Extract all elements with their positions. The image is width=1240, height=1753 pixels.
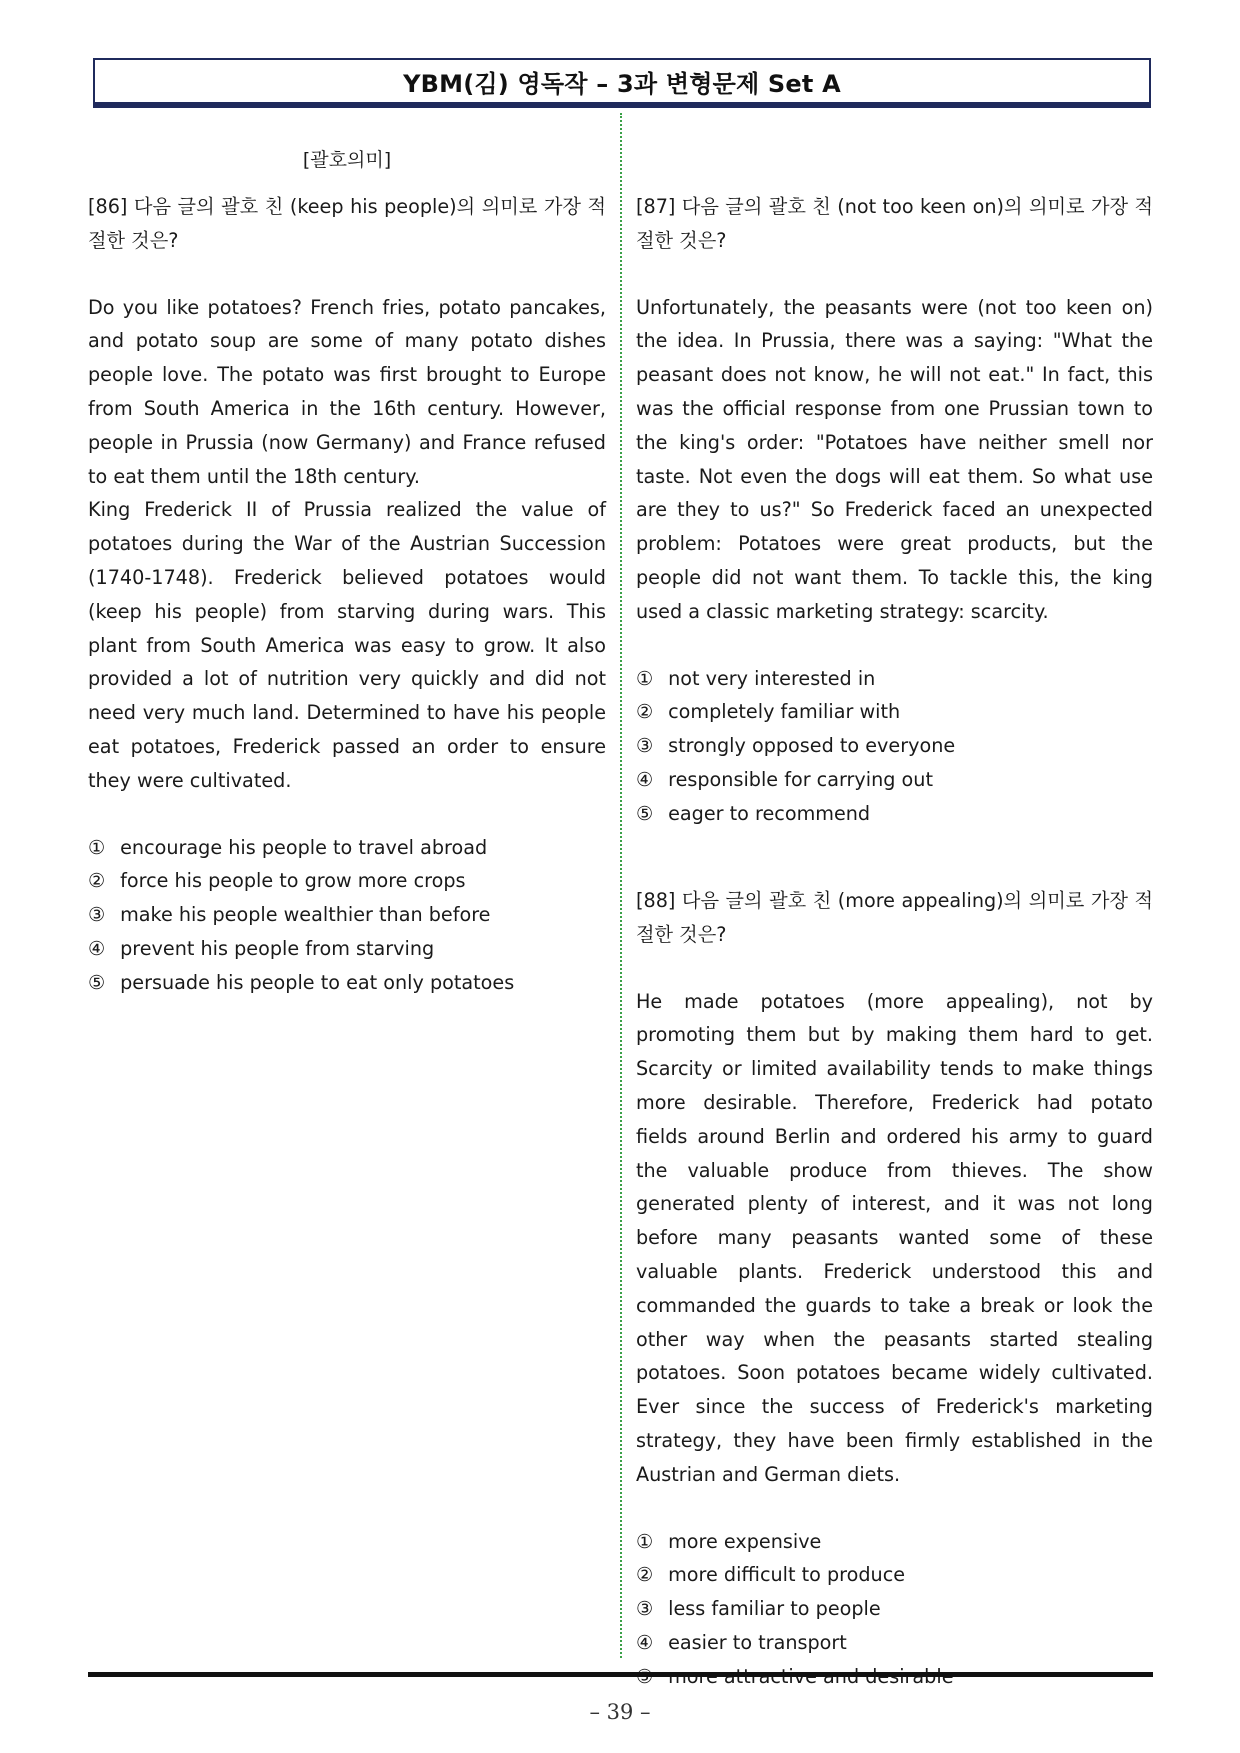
answer-option[interactable] [636,1558,1153,1592]
option-number: ② [636,1563,654,1587]
option-number: ③ [88,903,106,927]
question-title: [86] 다음 글의 괄호 친 (keep his people)의 의미로 가장 적절한 것은? [88,195,606,252]
answer-option[interactable] [636,1626,1153,1660]
answer-option[interactable] [88,831,606,865]
option-number: ② [88,869,106,893]
answer-option[interactable] [636,695,1153,729]
option-number: ⑤ [88,970,106,994]
page-number: – 39 – [589,1700,651,1724]
option-number: ③ [636,734,654,758]
answer-option[interactable] [636,763,1153,797]
passage-paragraph: Do you like potatoes? French fries, potato pancakes, and potato soup are some of many potato dishes people love. The potato was first brought to Europe from South America in the 16th century. However, people in Prussia (now Germany) and France refused to eat them until the 18th century. [88,295,606,488]
header-underline [93,104,1151,108]
question-passage [636,985,1153,1492]
section-label: [괄호의미] [302,149,392,171]
option-number: ③ [636,1597,654,1621]
option-text: less familiar to people [668,1597,881,1621]
option-text: more difficult to produce [668,1563,906,1587]
question-88 [636,884,1153,1694]
footer-rule [88,1672,1153,1677]
answer-options [88,831,606,1000]
option-text: not very interested in [668,666,876,690]
header-title-box [93,58,1151,104]
question-title: [88] 다음 글의 괄호 친 (more appealing)의 의미로 가장 적절한 것은? [636,889,1153,946]
question-86 [88,190,606,1000]
answer-option[interactable] [88,864,606,898]
answer-option[interactable] [636,729,1153,763]
option-text: encourage his people to travel abroad [120,835,488,859]
question-87 [636,190,1153,831]
option-text: completely familiar with [668,700,901,724]
answer-option[interactable] [88,966,606,1000]
option-number: ② [636,700,654,724]
option-number: ① [88,835,106,859]
answer-option[interactable] [88,932,606,966]
answer-option[interactable] [636,662,1153,696]
option-number: ④ [88,936,106,960]
option-number: ④ [636,767,654,791]
option-number: ④ [636,1630,654,1654]
question-title: [87] 다음 글의 괄호 친 (not too keen on)의 의미로 가장 적절한 것은? [636,195,1153,252]
answer-option[interactable] [636,1525,1153,1559]
option-number: ⑤ [636,801,654,825]
option-text: prevent his people from starving [120,936,435,960]
question-passage [88,291,606,798]
option-number: ① [636,666,654,690]
option-text: persuade his people to eat only potatoes [120,970,515,994]
passage-paragraph: King Frederick II of Prussia realized the value of potatoes during the War of the Austrian Succession (1740-1748). Frederick believed potatoes would (keep his people) from starving during wars. This plant from South America was easy to grow. It also provided a lot of nutrition very quickly and did not need very much land. Determined to have his people eat potatoes, Frederick passed an order to ensure they were cultivated. [88,498,606,792]
option-text: eager to recommend [668,801,871,825]
option-text: make his people wealthier than before [120,903,491,927]
option-text: easier to transport [668,1630,847,1654]
answer-option[interactable] [636,797,1153,831]
option-text: force his people to grow more crops [120,869,466,893]
answer-option[interactable] [88,898,606,932]
option-text: strongly opposed to everyone [668,734,956,758]
question-passage [636,291,1153,629]
option-text: responsible for carrying out [668,767,933,791]
answer-options [636,662,1153,831]
passage-paragraph: Unfortunately, the peasants were (not too keen on) the idea. In Prussia, there was a saying: "What the peasant does not know, he will not eat." In fact, this was the official response from one Prussian town to the king's order: "Potatoes have neither smell nor taste. Not even the dogs will eat them. So what use are they to us?" So Frederick faced an unexpected problem: Potatoes were great products, but the people did not want them. To tackle this, the king used a classic marketing strategy: scarcity. [636,295,1153,623]
answer-option[interactable] [636,1592,1153,1626]
option-text: more expensive [668,1529,822,1553]
passage-paragraph: He made potatoes (more appealing), not by promoting them but by making them hard to get. Scarcity or limited availability tends to make things more desirable. Therefore, Frederick had potato fields around Berlin and ordered his army to guard the valuable produce from thieves. The show generated plenty of interest, and it was not long before many peasants wanted some of these valuable plants. Frederick understood this and commanded the guards to take a break or look the other way when the peasants started stealing potatoes. Soon potatoes became widely cultivated. Ever since the success of Frederick's marketing strategy, they have been firmly established in the Austrian and German diets. [636,989,1153,1486]
page-title: YBM(김) 영독작 – 3과 변형문제 Set A [403,69,841,98]
option-number: ① [636,1529,654,1553]
answer-options [636,1525,1153,1694]
column-divider [620,113,622,1658]
